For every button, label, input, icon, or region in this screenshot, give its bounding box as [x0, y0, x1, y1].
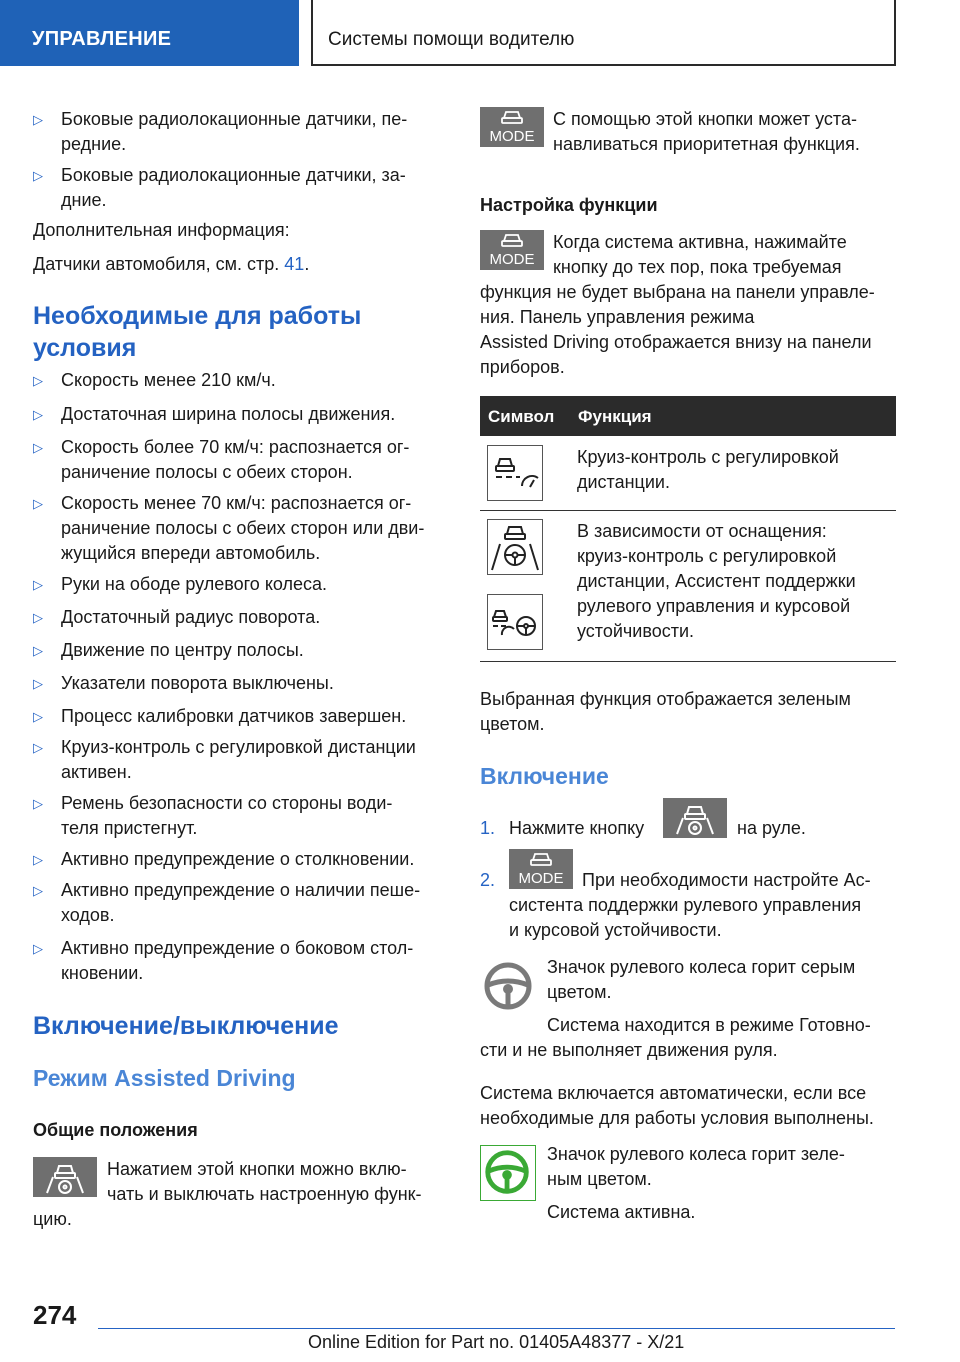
setup-text-6: приборов.: [480, 357, 565, 377]
triangle-bullet-icon: ▷: [33, 883, 43, 898]
mode-button-icon: [480, 107, 544, 147]
triangle-bullet-icon: ▷: [33, 373, 43, 388]
footer-edition: Online Edition for Part no. 01405A48377 - X/21: [308, 1332, 685, 1352]
list-item: ▷ Круиз-контроль с регулировкой дистанции активен.: [33, 737, 416, 782]
column-header-function: Функция: [578, 407, 652, 426]
row2-text-1: В зависимости от оснащения:: [577, 521, 827, 541]
general-text-3: цию.: [33, 1209, 72, 1229]
setup-heading: Настройка функции: [480, 195, 658, 215]
cruise-control-symbol: [487, 445, 543, 501]
triangle-bullet-icon: ▷: [33, 740, 43, 755]
mode-label: MODE: [489, 128, 535, 145]
setup-text-4: ния. Панель управления режима: [480, 307, 755, 327]
triangle-bullet-icon: ▷: [33, 852, 43, 867]
setup-text-2: кнопку до тех пор, пока требуемая: [553, 257, 842, 277]
list-item: ▷ Боковые радиолокационные датчики, за- дние.: [33, 165, 406, 210]
green-wheel-text-2: ным цветом.: [547, 1169, 652, 1189]
list-item: ▷ Указатели поворота выключены.: [33, 671, 445, 696]
list-item: ▷ Достаточная ширина полосы движения.: [33, 402, 445, 427]
info-label: Дополнительная информация:: [33, 220, 290, 240]
active-text: Система активна.: [547, 1202, 696, 1222]
table-divider: [480, 510, 896, 511]
assist-button-icon: [33, 1157, 97, 1197]
assist-button-icon: [663, 798, 727, 838]
triangle-bullet-icon: ▷: [33, 709, 43, 724]
standby-text-2: сти и не выполняет движения руля.: [480, 1040, 778, 1060]
table-bottom-rule: [480, 661, 896, 662]
conditions-heading: Необходимые для работы условия: [33, 302, 362, 362]
page-number: 274: [33, 1300, 77, 1330]
steering-wheel-gray-icon: [480, 958, 536, 1014]
selected-text-2: цветом.: [480, 714, 545, 734]
triangle-bullet-icon: ▷: [33, 577, 43, 592]
list-item: ▷ Достаточный радиус поворота.: [33, 605, 445, 630]
triangle-bullet-icon: ▷: [33, 941, 43, 956]
list-item: ▷ Ремень безопасности со стороны води- теля пристегнут.: [33, 793, 393, 838]
steering-wheel-green-icon: [480, 1145, 536, 1201]
list-item: ▷ Активно предупреждение о боковом стол- кновении.: [33, 938, 414, 983]
auto-text-1: Система включается автоматически, если все: [480, 1083, 867, 1103]
step2-text-1: При необходимости настройте Ас-: [582, 870, 871, 890]
general-heading: Общие положения: [33, 1120, 198, 1140]
triangle-bullet-icon: ▷: [33, 168, 43, 183]
steering-assist-symbol: [487, 519, 543, 575]
standby-text-1: Система находится в режиме Готовно-: [547, 1015, 871, 1035]
list-item: ▷ Процесс калибровки датчиков завершен.: [33, 704, 445, 729]
list-item: ▷ Скорость более 70 км/ч: распознается ог- раничение полосы с обеих сторон.: [33, 437, 410, 482]
triangle-bullet-icon: ▷: [33, 610, 43, 625]
mode-heading: Режим Assisted Driving: [33, 1065, 296, 1091]
section-tab: [0, 0, 299, 66]
list-item: ▷ Руки на ободе рулевого колеса.: [33, 572, 445, 597]
section-title: УПРАВЛЕНИЕ: [32, 28, 172, 50]
triangle-bullet-icon: ▷: [33, 643, 43, 658]
svg-text:MODE: MODE: [489, 251, 535, 268]
row2-text-2: круиз-контроль с регулировкой: [577, 546, 837, 566]
step-number: 1.: [480, 818, 496, 838]
step2-text-3: и курсовой устойчивости.: [509, 920, 722, 940]
row2-text-3: дистанции, Ассистент поддержки: [577, 571, 856, 591]
column-header-symbol: Символ: [488, 407, 555, 426]
row1-text-1: Круиз-контроль с регулировкой: [577, 447, 839, 467]
list-item: ▷ Скорость менее 210 км/ч.: [33, 368, 445, 393]
svg-text:MODE: MODE: [518, 870, 564, 887]
mode-button-icon: [480, 230, 544, 270]
triangle-bullet-icon: ▷: [33, 440, 43, 455]
page-link[interactable]: 41: [284, 254, 305, 274]
list-item: ▷ Скорость менее 70 км/ч: распознается ог- раничение полосы с обеих сторон или дви- жущийся впереди автомобиль.: [33, 493, 425, 563]
step-number: 2.: [480, 870, 496, 890]
setup-text-1: Когда система активна, нажимайте: [553, 232, 847, 252]
row1-text-2: дистанции.: [577, 472, 670, 492]
selected-text-1: Выбранная функция отображается зеленым: [480, 689, 851, 709]
step1-suffix: на руле.: [737, 818, 806, 838]
general-text-1: Нажатием этой кнопки можно вклю-: [107, 1159, 407, 1179]
row2-text-4: рулевого управления и курсовой: [577, 596, 851, 616]
chapter-tab: [311, 0, 896, 66]
step1-text: Нажмите кнопку: [509, 818, 645, 838]
list-item: ▷ Активно предупреждение о столкновении.: [33, 847, 445, 872]
mode-text-2: навливаться приоритетная функция.: [553, 134, 860, 154]
general-text-2: чать и выключать настроенную функ-: [107, 1184, 422, 1204]
list-item: ▷ Движение по центру полосы.: [33, 638, 445, 663]
list-item: ▷ Боковые радиолокационные датчики, пе- редние.: [33, 109, 408, 154]
green-wheel-text-1: Значок рулевого колеса горит зеле-: [547, 1144, 845, 1164]
triangle-bullet-icon: ▷: [33, 407, 43, 422]
triangle-bullet-icon: ▷: [33, 676, 43, 691]
chapter-title: Системы помощи водителю: [328, 29, 575, 50]
table-header: [480, 396, 896, 436]
triangle-bullet-icon: ▷: [33, 112, 43, 127]
triangle-bullet-icon: ▷: [33, 496, 43, 511]
setup-text-3: функция не будет выбрана на панели управле-: [480, 282, 875, 302]
step2-text-2: систента поддержки рулевого управления: [509, 895, 862, 915]
gray-wheel-text-1: Значок рулевого колеса горит серым: [547, 957, 856, 977]
setup-text-5: Assisted Driving отображается внизу на панели: [480, 332, 872, 352]
row2-text-5: устойчивости.: [577, 621, 695, 641]
auto-text-2: необходимые для работы условия выполнены.: [480, 1108, 874, 1128]
mode-button-icon: [509, 849, 573, 889]
cruise-steering-symbol: [487, 594, 543, 650]
mode-text-1: С помощью этой кнопки может уста-: [553, 109, 857, 129]
footer-rule: [98, 1328, 895, 1329]
info-reference: Датчики автомобиля, см. стр. 41.: [33, 254, 310, 274]
onoff-heading: Включение/выключение: [33, 1012, 339, 1040]
triangle-bullet-icon: ▷: [33, 796, 43, 811]
enable-heading: Включение: [480, 763, 609, 789]
gray-wheel-text-2: цветом.: [547, 982, 612, 1002]
list-item: ▷ Активно предупреждение о наличии пеше- ходов.: [33, 880, 421, 925]
